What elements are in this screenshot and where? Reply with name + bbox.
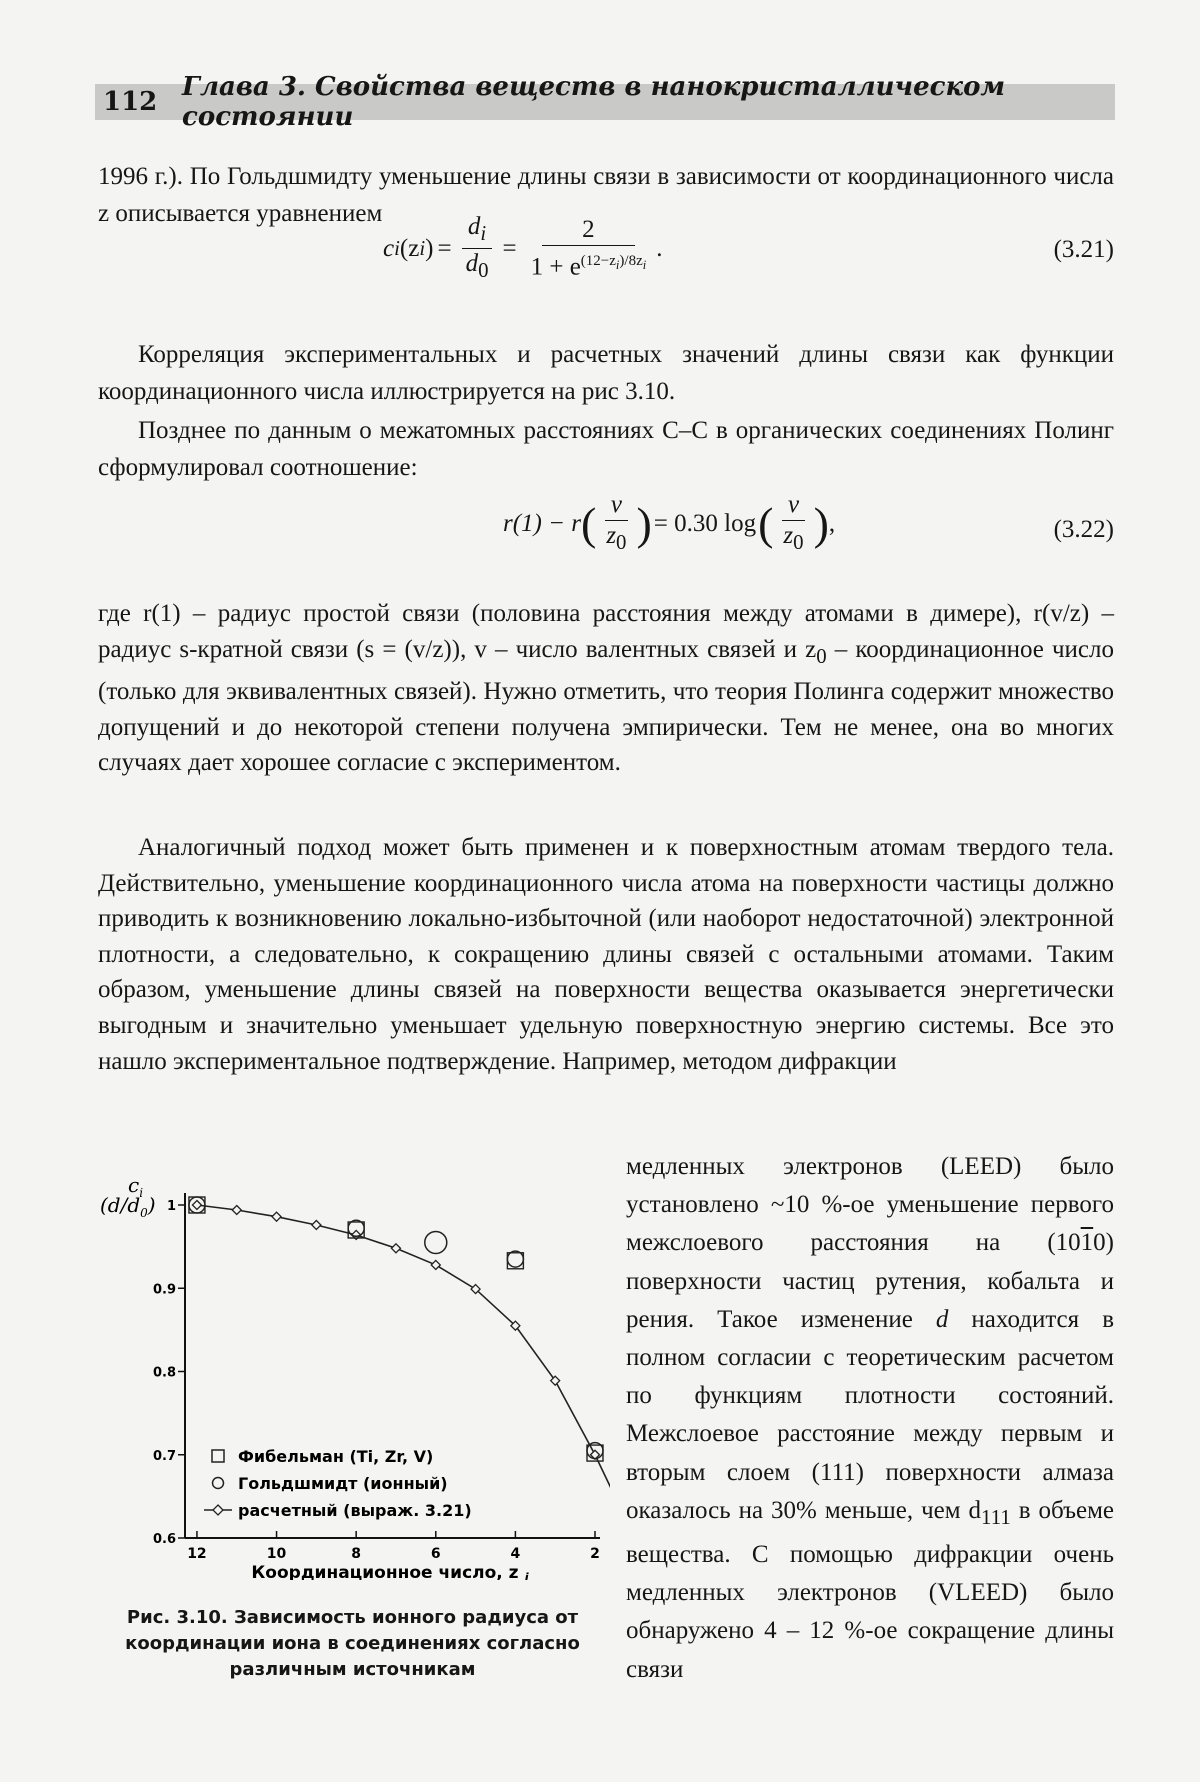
series-calculated-point (272, 1212, 281, 1221)
series-calculated-point (312, 1220, 321, 1229)
series-calculated-line (197, 1205, 610, 1488)
paragraph-5: Аналогичный подход может быть применен и к поверхностным атомам твердого тела. Действительно, уменьшение координационного числа атома на поверхности частицы должно приводить к возникновению локально-избыточной (или наоборот недостаточной) электронной плотности, а следовательно, к сокращению длины связей с остальными атомами. Таким образом, уменьшение длины связей на поверхности вещества оказывается энергетически выгодным и значительно уменьшает удельную поверхностную энергию системы. Все это нашло экспериментальное подтверждение. Например, методом дифракции (98, 834, 1114, 1075)
legend-label: расчетный (выраж. 3.21) (238, 1501, 472, 1520)
series-calculated-point (391, 1244, 400, 1253)
y-tick-label: 0.8 (152, 1365, 176, 1381)
x-tick-label: 10 (266, 1546, 287, 1562)
legend-label: Фибельман (Ti, Zr, V) (238, 1447, 434, 1466)
legend-marker-fibelman (212, 1450, 224, 1462)
series-calculated-point (192, 1201, 201, 1210)
y-tick-label: 0.6 (152, 1532, 176, 1547)
x-tick-label: 2 (590, 1546, 600, 1562)
series-goldschmidt-point (507, 1251, 523, 1267)
x-tick-label: 4 (510, 1546, 521, 1562)
legend-label: Гольдшмидт (ионный) (238, 1474, 448, 1493)
series-calculated-point (431, 1260, 440, 1269)
paragraph-6: медленных электронов (LEED) было установлено ~10 %-ое уменьшение первого межслоевого расстояния на (1010) поверхности частиц рутения, кобальта и рения. Такое изменение d находится в полном согласии с теоретическим расчетом по функциям плотности состояний. Межслоевое расстояние между первым и вторым слоем (111) поверхности алмаза оказалось на 30% меньше, чем $d_{111}$ в объеме вещества. С помощью дифракции очень медленных электронов (VLEED) было обнаружено 4 – 12 %-ое сокращение длины связи (626, 1153, 1115, 1683)
x-tick-label: 12 (187, 1546, 207, 1562)
x-tick-label: 8 (351, 1546, 362, 1562)
paragraph-2: Корреляция экспериментальных и расчетных значений длины связи как функции координационного числа иллюстрируется на рис 3.10. (98, 341, 1114, 405)
y-tick-label: 1 (166, 1199, 176, 1214)
paragraph-1: 1996 г.). По Гольдшмидту уменьшение длины связи в зависимости от координационного числа z описывается уравнением (98, 163, 1114, 227)
x-tick-label: 6 (430, 1546, 441, 1562)
y-axis-label-line2: $(d/d_0)$ (100, 1193, 156, 1220)
equation-number-3-22: (3.22) (1053, 516, 1114, 543)
equation-3-22: r(1) − r ( $\frac{v}{z_0}$ ) = 0.30 log ( $\frac{v}{z_0}$ ) , (3.22) (503, 491, 1114, 554)
chapter-title: Глава 3. Свойства веществ в нанокристаллическом состоянии (182, 72, 1006, 132)
figure-caption: Рис. 3.10. Зависимость ионного радиуса от координации иона в соединениях согласно различным источникам (125, 1607, 580, 1680)
series-calculated-point (232, 1205, 241, 1214)
coordination-chart (100, 1170, 610, 1580)
y-tick-label: 0.7 (152, 1448, 176, 1464)
series-goldschmidt-point (425, 1231, 447, 1253)
figure-3-10 (100, 1170, 610, 1580)
y-axis-label-line1: $c_i$ (128, 1173, 144, 1200)
page-header (95, 72, 1115, 132)
equation-number-3-21: (3.21) (1053, 236, 1114, 263)
x-axis-label: Координационное число, z $_i$ (251, 1563, 529, 1580)
equation-3-21: c i (z i ) = $\frac{d_i}{d_0}$ = $\frac{2}{1 + e^{(12-z_i)/8z_i}}$ . (3.21) (383, 213, 1114, 282)
paragraph-3: Позднее по данным о межатомных расстояниях С–С в органических соединениях Полинг сформулировал соотношение: (98, 417, 1114, 481)
y-tick-label: 0.9 (152, 1282, 176, 1298)
paragraph-4: где r(1) – радиус простой связи (половина расстояния между атомами в димере), r(v/z) – радиус s-кратной связи (s = (v/z)), v – число валентных связей и $z_0$ – координационное число (только для эквивалентных связей). Нужно отметить, что теория Полинга содержит множество допущений и до некоторой степени получена эмпирически. Тем не менее, она во многих случаях дает хорошее согласие с экспериментом. (98, 600, 1114, 777)
legend-marker-goldschmidt (213, 1478, 224, 1489)
page-number: 112 (103, 87, 158, 117)
legend-marker-calculated (213, 1505, 223, 1515)
